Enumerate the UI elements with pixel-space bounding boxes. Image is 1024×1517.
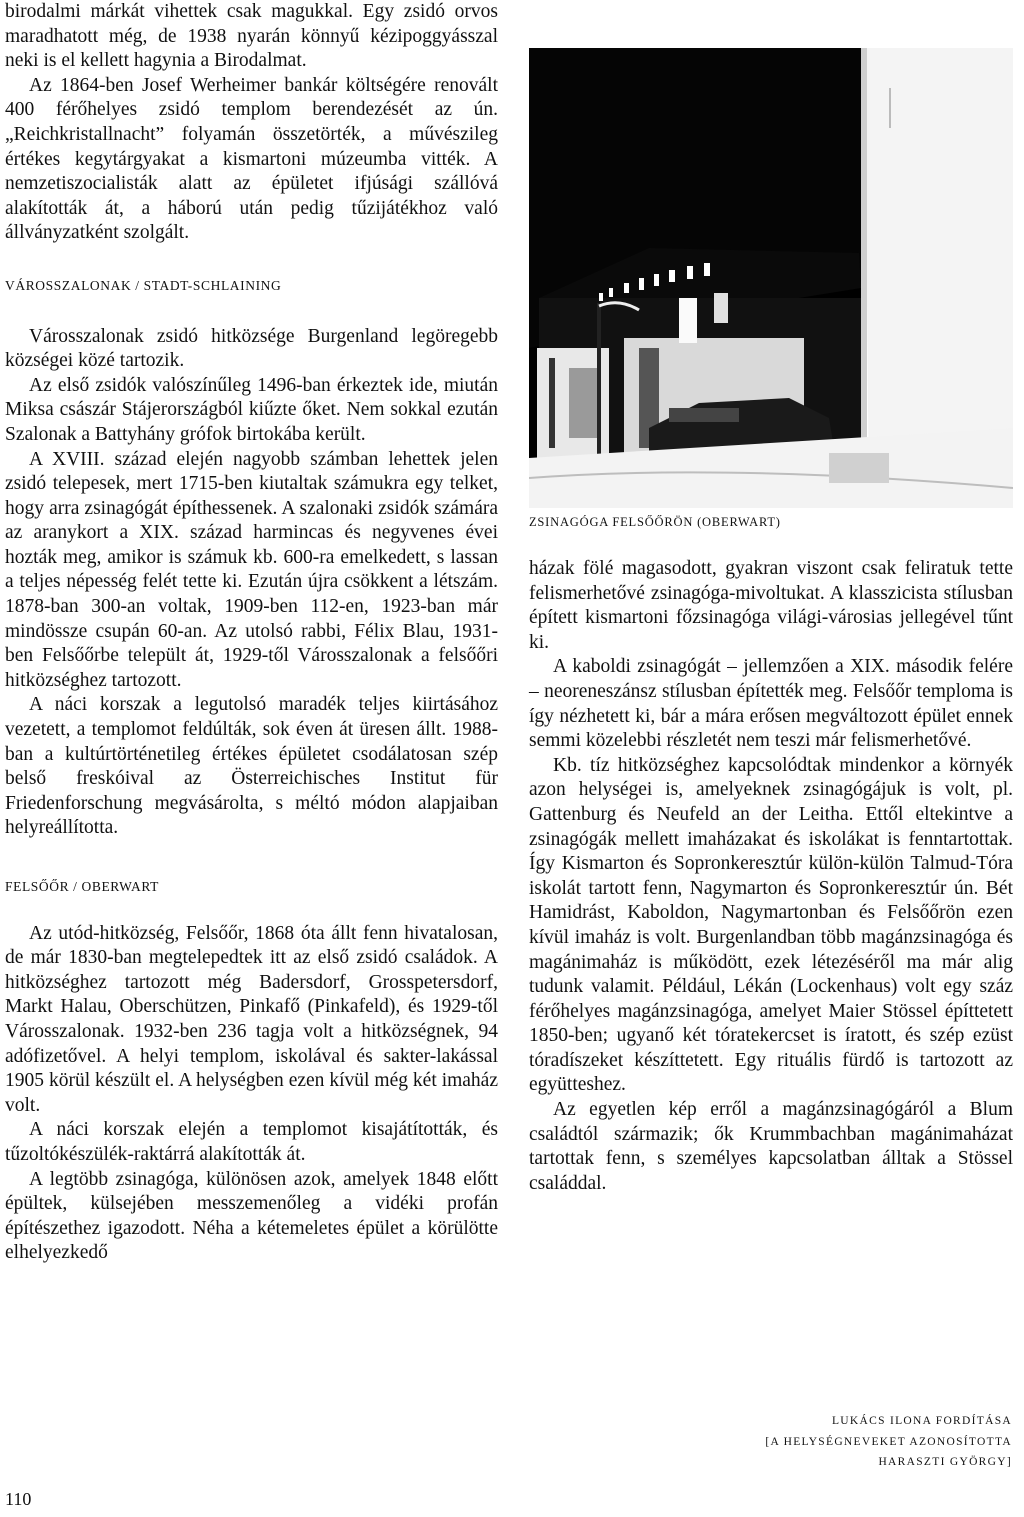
credit-line: LUKÁCS ILONA FORDÍTÁSA: [831, 1415, 1012, 1427]
paragraph: A náci korszak a legutolsó maradék teljes kiirtásához vezetett, a templomot feldúlták, sok éven át üresen állt. 1988-ban a kultúrtörténetileg értékes épületet csodálatosan szép belső freskóival az Österreichisches Institut für Friedenforschung megvásárolta, s méltó módon alapjaiban helyreállította.: [5, 694, 498, 839]
credit-line: HARASZTI GYÖRGY]: [878, 1456, 1012, 1468]
section-heading-varosszalonak: VÁROSSZALONAK / STADT-SCHLAINING: [5, 277, 282, 293]
paragraph: Kb. tíz hitközséghez kapcsolódtak mindenkor a környék azon helységei is, amelyeknek zsinagógájuk is volt, pl. Gattenburg és Neufeld an der Leitha. Ettől eltekintve a zsinagógák mellett imaházakat és iskolákat is fenntartottak. Így Kismarton és Sopronkeresztúr külön-külön Talmud-Tóra iskolát tartott fenn, Nagymarton és Sopronkeresztúr ún. Bét Hamidrást, Kaboldon, Nagymartonban és Felsőőrön ezen kívül imaház is volt. Burgenlandban több magánzsinagóga és magánimaház is működött, ezek létezéséről ma már alig tudunk valamit. Például, Lékán (Lockenhaus) volt egy száz férőhelyes magánzsinagóga, amelyet Maier Stössel építtetett 1850-ben; ugyanő két tóratekercset is íratott, és szép ezüst tóradíszeket készíttetett. Egy rituális fürdő is tartozott az együtteshez.: [529, 754, 1013, 1096]
paragraph: Az 1864-ben Josef Werheimer bankár költségére renovált 400 férőhelyes zsidó templom berendezését az ún. „Reichkristallnacht” folyamán összetörték, a művészileg értékes kegytárgyakat a kismartoni múzeumba vitték. A nemzetiszocialisták alatt az épületet ifjúsági szállóvá alakították át, a háború után pedig tűzijátékhoz való állványzatként szolgált.: [5, 74, 498, 244]
paragraph: Az utód-hitközség, Felsőőr, 1868 óta állt fenn hivatalosan, de már 1830-ban megtelepedtek itt az első zsidó családok. A hitközséghez tartozott még Badersdorf, Grosspetersdorf, Markt Halau, Oberschützen, Pinkafő (Pinkafeld), és 1929-től Városszalonak. 1932-ben 236 tagja volt a hitközségnek, 94 adófizetővel. A helyi templom, iskolával és sakter-lakással 1905 körül készült el. A helységben ezen kívül még két imaház volt.: [5, 922, 498, 1116]
paragraph: Az első zsidók valószínűleg 1496-ban érkeztek ide, miután Miksa császár Stájerországból kiűzte őket. Nem sokkal ezután Szalonak a Battyhány grófok birtokába került.: [5, 374, 498, 445]
section-heading-felsoor: FELSŐŐR / OBERWART: [5, 879, 160, 894]
paragraph: házak fölé magasodott, gyakran viszont csak feliratuk tette felismerhetővé zsinagóga-mivoltukat. A klasszicista stílusban épített kismartoni főzsinagóga világi-városias jellegével tűnt ki.: [529, 558, 1013, 653]
paragraph: A náci korszak elején a templomot kisajátították, és tűzoltókészülék-raktárrá alakították át.: [5, 1119, 498, 1165]
translator-credit: [712, 1411, 1012, 1473]
paragraph: Az egyetlen kép erről a magánzsinagógáról a Blum családtól származik; ők Krummbachban magánimaházat tartottak fenn, s személyes kapcsolatban álltak a Stössel családdal.: [529, 1099, 1013, 1194]
synagogue-photo: [529, 48, 1013, 508]
photo-caption: ZSINAGÓGA FELSŐŐRÖN (OBERWART): [529, 515, 781, 529]
paragraph: A XVIII. század elején nagyobb számban lehettek jelen zsidó telepesek, mert 1715-ben kiutaltak számukra egy telket, hogy arra zsinagógát építhessenek. A szalonaki zsidók számára az aranykort a XIX. század harmincas és negyvenes évei hozták meg, amikor is számuk kb. 600-ra emelkedett, s lassan a teljes népesség felét tette ki. Ezután újra csökkent a létszám. 1878-ban 300-an voltak, 1909-ben 112-en, 1923-ban már mindössze csupán 60-an. Az utolsó rabbi, Félix Blau, 1931-ben Felsőőrbe települt át, 1929-től Városszalonak a felsőőri hitközséghez tartozott.: [5, 448, 498, 691]
paragraph: birodalmi márkát vihettek csak magukkal. Egy zsidó orvos maradhatott még, de 1938 nyarán könnyű kézipoggyásszal neki is el kellett hagynia a Birodalmat.: [5, 1, 498, 72]
paragraph: Városszalonak zsidó hitközsége Burgenland legöregebb községei közé tartozik.: [5, 325, 498, 372]
paragraph: A kaboldi zsinagógát – jellemzően a XIX. második felére – neoreneszánsz stílusban építették meg. Felsőőr temploma is így nézhetett ki, bár a mára erősen megváltozott épület ennek semmi közelebbi részletét nem teszi már felismerhetővé.: [529, 656, 1013, 752]
right-text-column: [529, 557, 1013, 1196]
page-number: 110: [5, 1489, 32, 1509]
left-text-column: [5, 0, 498, 1266]
credit-line: [A HELYSÉGNEVEKET AZONOSÍTOTTA: [765, 1435, 1012, 1448]
paragraph: A legtöbb zsinagóga, különösen azok, amelyek 1848 előtt épültek, külsejében messzemenőleg a vidéki profán építészethez igazodott. Néha a kétemeletes épület a körülötte elhelyezkedő: [5, 1168, 498, 1264]
